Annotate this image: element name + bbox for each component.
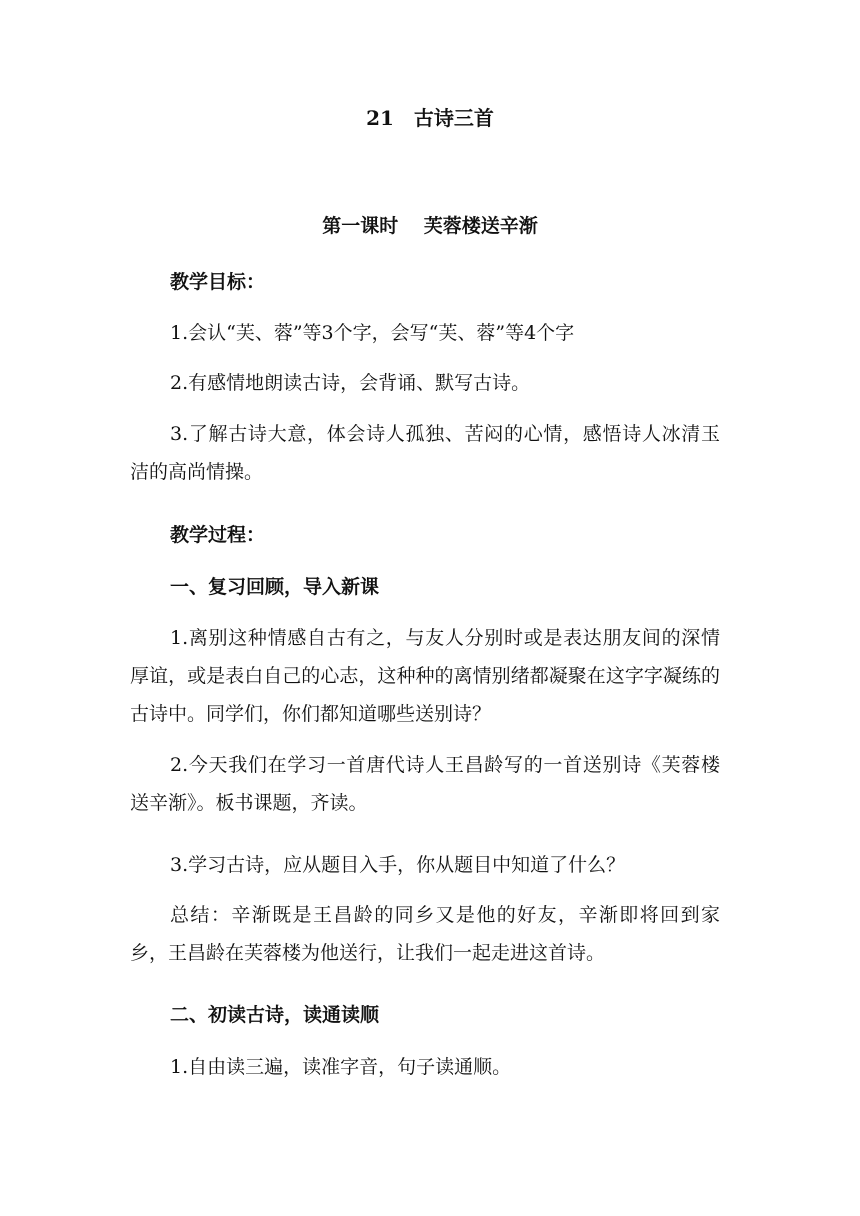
step-heading-2: 二、初读古诗，读通读顺 (170, 1004, 380, 1026)
lesson-title: 第一课时 芙蓉楼送辛渐 (322, 215, 538, 237)
step-1-item-1: 1.离别这种情感自古有之，与友人分别时或是表达朋友间的深情厚谊，或是表白自己的心志，这种种的离情别绪都凝聚在这字字凝练的古诗中。同学们，你们都知道哪些送别诗？ (130, 627, 720, 725)
section-heading-objectives: 教学目标： (170, 271, 266, 293)
step-1-item-2: 2.今天我们在学习一首唐代诗人王昌龄写的一首送别诗《芙蓉楼送辛渐》。板书课题，齐读。 (130, 754, 720, 814)
step-heading-1: 一、复习回顾，导入新课 (170, 576, 380, 598)
objective-item-3: 3.了解古诗大意，体会诗人孤独、苦闷的心情，感悟诗人冰清玉洁的高尚情操。 (130, 423, 720, 483)
objective-item-2: 2.有感情地朗读古诗，会背诵、默写古诗。 (170, 372, 531, 394)
step-1-item-3: 3.学习古诗，应从题目入手，你从题目中知道了什么？ (170, 854, 626, 876)
document-title: 21 古诗三首 (366, 106, 494, 130)
section-heading-process: 教学过程： (170, 524, 266, 546)
objective-item-1: 1.会认“芙、蓉”等3个字，会写“芙、蓉”等4个字 (170, 322, 575, 344)
step-2-item-1: 1.自由读三遍，读准字音，句子读通顺。 (170, 1056, 512, 1078)
step-1-summary: 总结：辛渐既是王昌龄的同乡又是他的好友，辛渐即将回到家乡，王昌龄在芙蓉楼为他送行，让我们一起走进这首诗。 (130, 904, 720, 964)
